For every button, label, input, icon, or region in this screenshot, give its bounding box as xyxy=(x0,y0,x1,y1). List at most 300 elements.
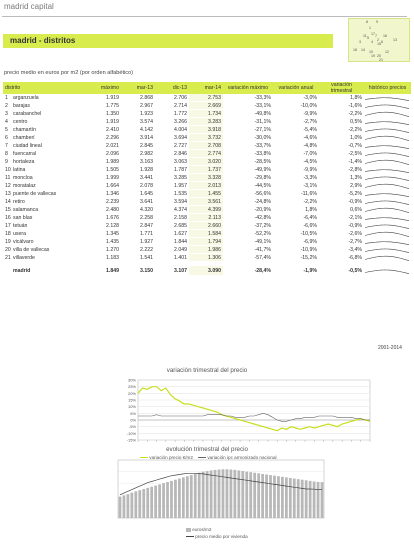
minimap-district-14[interactable]: 14 xyxy=(361,48,365,52)
cell-m14: 2.708 xyxy=(189,142,223,150)
district-name-cell[interactable] xyxy=(3,142,83,150)
minimap-district-19[interactable]: 19 xyxy=(371,54,375,58)
district-name-cell[interactable] xyxy=(3,166,83,174)
sparkline-cell xyxy=(364,190,411,198)
cell-m13: 2.222 xyxy=(121,246,155,254)
chart1-plot-area xyxy=(138,380,370,440)
cell-vtri: 0,6% xyxy=(319,206,364,214)
chart1-ytick-label: 0% xyxy=(130,417,136,423)
district-name: hortaleza xyxy=(13,158,35,165)
district-name-cell[interactable] xyxy=(3,222,83,230)
district-name-cell[interactable] xyxy=(3,126,83,134)
cell-m13: 1.645 xyxy=(121,190,155,198)
cell-max: 1.346 xyxy=(83,190,121,198)
total-cell-m14: 3.090 xyxy=(189,266,223,276)
chart2-bar xyxy=(150,487,153,518)
history-sparkline xyxy=(365,102,409,109)
table-row[interactable] xyxy=(3,166,411,174)
cell-m13: 2.258 xyxy=(121,214,155,222)
district-number: 13 xyxy=(5,190,11,197)
sparkline-cell xyxy=(364,94,411,102)
district-name-cell[interactable] xyxy=(3,246,83,254)
cell-van: -6,9% xyxy=(273,238,319,246)
district-number: 3 xyxy=(5,110,8,117)
district-name: san blas xyxy=(13,214,33,221)
history-sparkline xyxy=(365,118,409,125)
cell-vtri: -0,9% xyxy=(319,198,364,206)
cell-max: 1.435 xyxy=(83,238,121,246)
chart2-bar xyxy=(214,470,217,518)
table-row[interactable] xyxy=(3,102,411,110)
column-header-7[interactable]: variación trimestral xyxy=(319,82,364,94)
table-header-row xyxy=(3,82,411,94)
cell-van: -4,5% xyxy=(273,158,319,166)
district-number: 20 xyxy=(5,246,11,253)
chart2-bar xyxy=(257,473,260,518)
cell-d13: 3.063 xyxy=(155,158,189,166)
cell-vmax: -33,1% xyxy=(223,102,273,110)
cell-vtri: -0,7% xyxy=(319,142,364,150)
cell-van: -10,5% xyxy=(273,230,319,238)
minimap-district-21[interactable]: 21 xyxy=(379,58,383,62)
district-name-cell[interactable] xyxy=(3,238,83,246)
district-name: chamartín xyxy=(13,126,37,133)
district-number: 11 xyxy=(5,174,11,181)
table-row[interactable] xyxy=(3,118,411,126)
chart2-bar xyxy=(230,470,233,518)
cell-m13: 3.641 xyxy=(121,198,155,206)
table-row[interactable] xyxy=(3,206,411,214)
chart1-ytick-label: -5% xyxy=(128,424,136,430)
price-table-wrapper xyxy=(3,82,411,276)
cell-max: 2.296 xyxy=(83,134,121,142)
cell-d13: 1.787 xyxy=(155,166,189,174)
district-number: 8 xyxy=(5,150,8,157)
minimap-district-12[interactable]: 12 xyxy=(385,50,389,54)
chart1-title: variación trimestral del precio xyxy=(166,367,248,374)
chart1-ytick-label: -10% xyxy=(126,430,136,436)
chart1-svg xyxy=(120,376,380,454)
chart2-bar xyxy=(301,480,304,518)
chart2-bar xyxy=(241,471,244,518)
cell-max: 2.480 xyxy=(83,206,121,214)
column-header-2[interactable]: mar-13 xyxy=(121,82,155,94)
cell-m14: 1.455 xyxy=(189,190,223,198)
district-minimap[interactable] xyxy=(348,18,410,62)
minimap-district-3[interactable]: 3 xyxy=(359,40,361,44)
total-row[interactable] xyxy=(3,266,411,276)
history-sparkline xyxy=(365,198,409,205)
cell-max: 1.999 xyxy=(83,174,121,182)
cell-van: -3,3% xyxy=(273,174,319,182)
chart2-bar xyxy=(269,475,272,518)
cell-vtri: 0,5% xyxy=(319,118,364,126)
history-sparkline xyxy=(365,230,409,237)
district-name: vicálvaro xyxy=(13,238,34,245)
cell-van: -3,0% xyxy=(273,94,319,102)
cell-vtri: -3,4% xyxy=(319,246,364,254)
cell-m13: 1.541 xyxy=(121,254,155,262)
minimap-district-1[interactable]: 1 xyxy=(369,26,371,30)
cell-max: 1.345 xyxy=(83,230,121,238)
cell-m13: 2.078 xyxy=(121,182,155,190)
cell-m13: 3.441 xyxy=(121,174,155,182)
chart2-bar xyxy=(166,482,169,518)
district-name-cell[interactable] xyxy=(3,190,83,198)
column-header-1[interactable]: máximo xyxy=(83,82,121,94)
cell-d13: 1.957 xyxy=(155,182,189,190)
cell-van: -15,2% xyxy=(273,254,319,262)
cell-d13: 3.594 xyxy=(155,198,189,206)
district-name-cell[interactable] xyxy=(3,94,83,102)
history-sparkline xyxy=(365,134,409,141)
cell-van: -10,9% xyxy=(273,246,319,254)
district-number: 4 xyxy=(5,118,8,125)
chart2-bar xyxy=(162,483,165,518)
cell-m14: 1.794 xyxy=(189,238,223,246)
table-row[interactable] xyxy=(3,126,411,134)
chart2-bar xyxy=(134,491,137,518)
cell-vmax: -33,3% xyxy=(223,94,273,102)
cell-van: 1,8% xyxy=(273,206,319,214)
cell-vtri: 1,0% xyxy=(319,134,364,142)
table-row[interactable] xyxy=(3,230,411,238)
minimap-district-13[interactable]: 13 xyxy=(393,38,397,42)
table-row[interactable] xyxy=(3,246,411,254)
cell-m14: 4.399 xyxy=(189,206,223,214)
district-name: barajas xyxy=(13,102,31,109)
district-number: 14 xyxy=(5,198,11,205)
cell-m14: 2.013 xyxy=(189,182,223,190)
legend-label-variacion-precio: variación precio €/m2 xyxy=(149,455,193,460)
sparkline-cell xyxy=(364,214,411,222)
cell-vtri: -0,9% xyxy=(319,222,364,230)
chart2-bar xyxy=(237,470,240,518)
district-number: 19 xyxy=(5,238,11,245)
section-title: madrid - distritos xyxy=(10,36,76,45)
minimap-district-2[interactable]: 2 xyxy=(377,38,379,42)
chart2-bar xyxy=(174,480,177,518)
chart2-bar xyxy=(202,472,205,518)
column-header-3[interactable]: dic-13 xyxy=(155,82,189,94)
cell-vmax: -42,8% xyxy=(223,214,273,222)
history-sparkline xyxy=(365,126,409,133)
cell-max: 1.505 xyxy=(83,166,121,174)
cell-max: 1.919 xyxy=(83,118,121,126)
period-label: 2001-2014 xyxy=(378,345,402,351)
district-name-cell[interactable] xyxy=(3,182,83,190)
column-header-6[interactable]: variación anual xyxy=(273,82,319,94)
cell-max: 2.128 xyxy=(83,222,121,230)
table-row[interactable] xyxy=(3,254,411,262)
cell-m14: 3.732 xyxy=(189,134,223,142)
district-name-cell[interactable] xyxy=(3,158,83,166)
cell-van: -6,6% xyxy=(273,222,319,230)
price-table xyxy=(3,82,411,276)
table-subtitle: precio medio en euros por m2 (por orden alfabético) xyxy=(4,70,134,76)
district-name-cell[interactable] xyxy=(3,102,83,110)
cell-max: 2.096 xyxy=(83,150,121,158)
sparkline-cell xyxy=(364,198,411,206)
chart2-bar xyxy=(194,474,197,518)
total-cell-vmax: -28,4% xyxy=(223,266,273,276)
cell-m14: 1.986 xyxy=(189,246,223,254)
district-name: villaverde xyxy=(13,254,35,261)
sparkline-cell xyxy=(364,174,411,182)
history-sparkline xyxy=(365,222,409,229)
chart2-bar xyxy=(281,477,284,518)
district-number: 17 xyxy=(5,222,11,229)
chart2-bar xyxy=(138,490,141,518)
minimap-district-4[interactable]: 4 xyxy=(371,40,373,44)
table-row[interactable] xyxy=(3,134,411,142)
sparkline-cell xyxy=(364,230,411,238)
minimap-district-11[interactable]: 11 xyxy=(363,34,367,38)
chart1-ytick-label: 30% xyxy=(127,377,136,383)
history-sparkline xyxy=(365,267,409,274)
cell-vmax: -20,9% xyxy=(223,206,273,214)
table-row[interactable] xyxy=(3,190,411,198)
minimap-district-7[interactable]: 7 xyxy=(375,34,377,38)
district-name-cell[interactable] xyxy=(3,118,83,126)
table-row[interactable] xyxy=(3,198,411,206)
chart2-bar xyxy=(190,475,193,518)
cell-d13: 3.694 xyxy=(155,134,189,142)
chart2-bar xyxy=(321,482,324,518)
minimap-district-8[interactable]: 8 xyxy=(366,20,368,24)
cell-van: -9,9% xyxy=(273,166,319,174)
district-number: 5 xyxy=(5,126,8,133)
chart2-bar xyxy=(253,473,256,518)
chart2-title: evolución trimestral del precio xyxy=(166,446,248,453)
cell-m13: 2.982 xyxy=(121,150,155,158)
cell-d13: 1.627 xyxy=(155,230,189,238)
cell-d13: 1.535 xyxy=(155,190,189,198)
chart2-bar xyxy=(265,475,268,519)
cell-m14: 2.660 xyxy=(189,222,223,230)
cell-m13: 1.923 xyxy=(121,110,155,118)
cell-van: -11,6% xyxy=(273,190,319,198)
cell-m13: 1.927 xyxy=(121,238,155,246)
cell-max: 1.919 xyxy=(83,94,121,102)
district-name-cell[interactable] xyxy=(3,150,83,158)
cell-van: -6,4% xyxy=(273,214,319,222)
cell-vtri: -5,2% xyxy=(319,190,364,198)
cell-vmax: -33,7% xyxy=(223,142,273,150)
table-row[interactable] xyxy=(3,142,411,150)
chart2-bar xyxy=(313,481,316,518)
minimap-district-9[interactable]: 9 xyxy=(376,20,378,24)
district-name-cell[interactable] xyxy=(3,230,83,238)
cell-vmax: -44,5% xyxy=(223,182,273,190)
cell-m14: 3.283 xyxy=(189,118,223,126)
cell-m13: 3.914 xyxy=(121,134,155,142)
history-sparkline xyxy=(365,190,409,197)
chart2-bar xyxy=(178,479,181,518)
chart2-bar xyxy=(130,493,133,518)
district-number: 12 xyxy=(5,182,11,189)
column-header-4[interactable]: mar-14 xyxy=(189,82,223,94)
cell-m13: 4.142 xyxy=(121,126,155,134)
chart1-ytick-label: 20% xyxy=(127,390,136,396)
district-name: chamberí xyxy=(13,134,35,141)
cell-max: 1.664 xyxy=(83,182,121,190)
district-name: ciudad lineal xyxy=(13,142,42,149)
table-row[interactable] xyxy=(3,94,411,102)
district-name-cell[interactable] xyxy=(3,206,83,214)
chart1-ytick-label: 25% xyxy=(127,384,136,390)
chart2-bar xyxy=(245,472,248,518)
cell-m13: 1.928 xyxy=(121,166,155,174)
sparkline-cell xyxy=(364,158,411,166)
history-sparkline xyxy=(365,254,409,261)
cell-vmax: -57,4% xyxy=(223,254,273,262)
cell-d13: 4.004 xyxy=(155,126,189,134)
district-number: 15 xyxy=(5,206,11,213)
cell-max: 1.775 xyxy=(83,102,121,110)
history-sparkline xyxy=(365,182,409,189)
cell-max: 1.350 xyxy=(83,110,121,118)
cell-max: 1.989 xyxy=(83,158,121,166)
district-name: moncloa xyxy=(13,174,33,181)
cell-m13: 3.163 xyxy=(121,158,155,166)
chart2-bar xyxy=(309,481,312,518)
cell-m14: 1.584 xyxy=(189,230,223,238)
chart2-bar xyxy=(305,480,308,518)
cell-m14: 1.737 xyxy=(189,166,223,174)
district-name: latina xyxy=(13,166,26,173)
table-row[interactable] xyxy=(3,214,411,222)
table-row[interactable] xyxy=(3,158,411,166)
chart2-bar xyxy=(142,489,145,518)
legend-swatch-precio-vivienda xyxy=(186,536,194,537)
total-name: madrid xyxy=(3,266,83,276)
cell-m13: 4.320 xyxy=(121,206,155,214)
cell-vmax: -27,1% xyxy=(223,126,273,134)
table-row[interactable] xyxy=(3,222,411,230)
cell-max: 2.239 xyxy=(83,198,121,206)
cell-m13: 1.771 xyxy=(121,230,155,238)
minimap-district-5[interactable]: 5 xyxy=(367,36,369,40)
cell-van: -4,8% xyxy=(273,142,319,150)
chart2-bar xyxy=(226,469,229,518)
table-row[interactable] xyxy=(3,174,411,182)
cell-vtri: -2,5% xyxy=(319,150,364,158)
minimap-district-10[interactable]: 10 xyxy=(369,50,373,54)
chart2-bar xyxy=(182,477,185,518)
cell-m14: 2.753 xyxy=(189,94,223,102)
column-header-0[interactable]: distrito xyxy=(3,82,83,94)
column-header-5[interactable]: variación máximo xyxy=(223,82,273,94)
district-name-cell[interactable] xyxy=(3,214,83,222)
cell-vmax: -41,7% xyxy=(223,246,273,254)
cell-d13: 3.266 xyxy=(155,118,189,126)
table-row[interactable] xyxy=(3,238,411,246)
minimap-district-20[interactable]: 20 xyxy=(377,54,381,58)
cell-van: -3,1% xyxy=(273,182,319,190)
history-sparkline xyxy=(365,214,409,221)
table-row[interactable] xyxy=(3,182,411,190)
cell-vmax: -29,8% xyxy=(223,174,273,182)
total-cell-max: 1.849 xyxy=(83,266,121,276)
legend-label-precio-vivienda: precio medio por vivienda xyxy=(195,534,248,539)
cell-vtri: -2,1% xyxy=(319,214,364,222)
cell-van: -10,0% xyxy=(273,102,319,110)
sparkline-cell xyxy=(364,222,411,230)
chart2-bar xyxy=(249,472,252,518)
cell-vmax: -52,2% xyxy=(223,230,273,238)
total-cell-m13: 3.150 xyxy=(121,266,155,276)
cell-m14: 1.734 xyxy=(189,110,223,118)
sparkline-cell xyxy=(364,150,411,158)
district-name-cell[interactable] xyxy=(3,134,83,142)
district-number: 21 xyxy=(5,254,11,261)
district-name-cell[interactable] xyxy=(3,110,83,118)
column-header-8[interactable]: histórico precios xyxy=(364,82,411,94)
cell-vmax: -49,1% xyxy=(223,238,273,246)
history-sparkline xyxy=(365,158,409,165)
minimap-district-18[interactable]: 18 xyxy=(353,48,357,52)
sparkline-cell xyxy=(364,142,411,150)
cell-van: -2,2% xyxy=(273,198,319,206)
chart2-bar xyxy=(218,470,221,518)
cell-d13: 2.706 xyxy=(155,94,189,102)
chart2-bar xyxy=(198,473,201,518)
cell-max: 1.676 xyxy=(83,214,121,222)
cell-d13: 1.772 xyxy=(155,110,189,118)
cell-m13: 2.868 xyxy=(121,94,155,102)
cell-max: 2.021 xyxy=(83,142,121,150)
cell-vtri: 1,8% xyxy=(319,94,364,102)
chart2-bar xyxy=(289,478,292,518)
district-number: 9 xyxy=(5,158,8,165)
cell-vmax: -33,8% xyxy=(223,150,273,158)
cell-vtri: -2,8% xyxy=(319,166,364,174)
minimap-district-17[interactable]: 17 xyxy=(371,32,375,36)
table-row[interactable] xyxy=(3,150,411,158)
sparkline-cell xyxy=(364,134,411,142)
chart1-ytick-label: -15% xyxy=(126,437,136,443)
cell-vtri: 1,3% xyxy=(319,174,364,182)
cell-vmax: -37,2% xyxy=(223,222,273,230)
cell-van: -5,4% xyxy=(273,126,319,134)
table-row[interactable] xyxy=(3,110,411,118)
cell-van: -9,9% xyxy=(273,110,319,118)
cell-d13: 2.158 xyxy=(155,214,189,222)
cell-d13: 1.401 xyxy=(155,254,189,262)
district-name-cell[interactable] xyxy=(3,254,83,262)
minimap-district-16[interactable]: 16 xyxy=(383,34,387,38)
cell-m14: 2.774 xyxy=(189,150,223,158)
chart1-ytick-label: 5% xyxy=(130,410,136,416)
sparkline-cell xyxy=(364,166,411,174)
minimap-district-6[interactable]: 6 xyxy=(381,40,383,44)
chart2-bar xyxy=(119,497,122,518)
minimap-district-15[interactable]: 15 xyxy=(377,42,381,46)
chart2-bar xyxy=(127,494,130,518)
cell-vtri: -2,2% xyxy=(319,126,364,134)
sparkline-cell xyxy=(364,110,411,118)
district-name-cell[interactable] xyxy=(3,174,83,182)
district-name-cell[interactable] xyxy=(3,198,83,206)
district-name: villa de vallecas xyxy=(13,246,50,253)
chart2-bar xyxy=(317,482,320,518)
chart2-bar xyxy=(146,488,149,518)
cell-van: -2,7% xyxy=(273,118,319,126)
legend-label-euros-m2: euros/m2 xyxy=(192,527,212,532)
cell-m13: 2.847 xyxy=(121,222,155,230)
cell-m14: 3.328 xyxy=(189,174,223,182)
